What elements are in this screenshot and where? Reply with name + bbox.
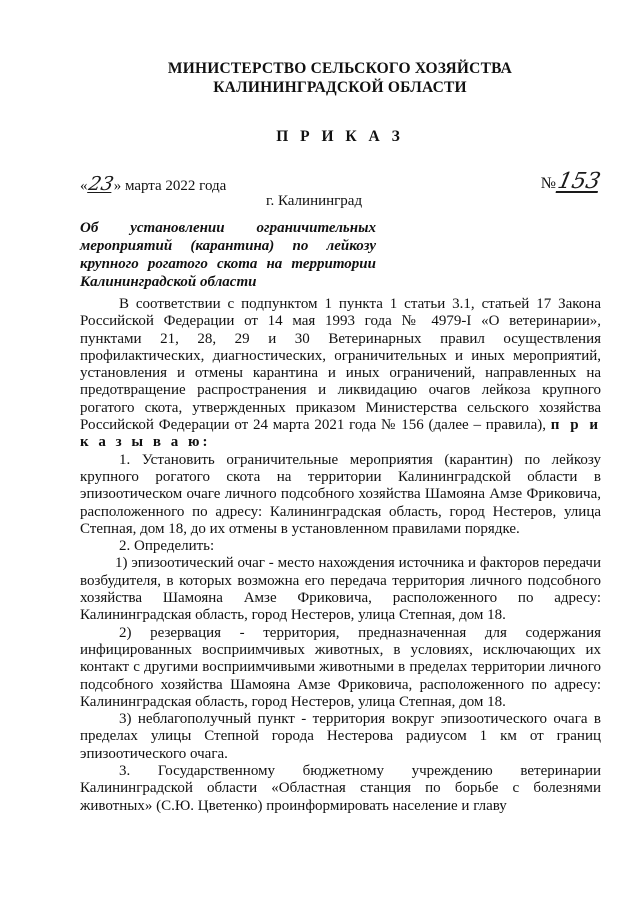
order-title: П Р И К А З bbox=[276, 128, 404, 145]
date-month-year: марта 2022 года bbox=[121, 178, 227, 194]
item-2-2-paragraph: 2) резервация - территория, предназначенная для содержания инфицированных восприимчивых животных, в условиях, исключающих их контакт с другими восприимчивыми животными в пределах территории личного подсобного хозяйства Шамояна Амзе Фриковича, расположенного по адресу: Калининградская область, город Нестеров, улица Степная, дом 18. bbox=[80, 624, 601, 710]
item-2-1-paragraph: 1) эпизоотический очаг - место нахождения источника и факторов передачи возбудителя, в которых возможна его передача территория личного подсобного хозяйства Шамояна Амзе Фриковича, расположенного по адресу: Калининградская область, город Нестеров, улица Степная, дом 18. bbox=[80, 555, 601, 624]
order-subject: Об установлении ограничительных мероприятий (карантина) по лейкозу крупного рогатого скота на территории Калининградской области bbox=[80, 220, 376, 290]
item-2-3-paragraph: 3) неблагополучный пункт - территория вокруг эпизоотического очага в пределах улицы Степной города Нестерова радиусом 1 км от границ эпизоотического очага. bbox=[80, 711, 601, 762]
item-2-paragraph: 2. Определить: bbox=[119, 538, 215, 555]
preamble-text: В соответствии с подпунктом 1 пункта 1 статьи 3.1, статьей 17 Закона Российской Федерации от 14 мая 1993 года № 4979-I «О ветеринарии», пунктами 21, 28, 29 и 30 Ветеринарных правил осуществления профилактических, диагностических, ограничительных и иных мероприятий, установления и отмены карантина и иных ограничений, направленных на предотвращение распространения и ликвидацию очагов лейкоза крупного рогатого скота, утвержденных приказом Министерства сельского хозяйства Российской Федерации от 24 марта 2021 года № 156 (далее – правила), bbox=[80, 296, 601, 434]
order-city: г. Калининград bbox=[266, 193, 363, 209]
prikazyvayu-word: п р и к а з ы в а ю: bbox=[80, 417, 601, 451]
order-number bbox=[540, 169, 603, 194]
item-3-paragraph: 3. Государственному бюджетному учреждению ветеринарии Калининградской области «Областная станция по борьбе с болезнями животных» (С.Ю. Цветенко) проинформировать население и главу bbox=[80, 763, 601, 814]
order-date bbox=[80, 173, 226, 195]
number-sign: № bbox=[540, 175, 556, 192]
ministry-heading bbox=[80, 59, 600, 97]
preamble-paragraph bbox=[80, 296, 601, 452]
date-close-quote: » bbox=[113, 178, 122, 194]
ministry-line-1: МИНИСТЕРСТВО СЕЛЬСКОГО ХОЗЯЙСТВА bbox=[167, 60, 513, 77]
item-1-paragraph: 1. Установить ограничительные мероприятия (карантин) по лейкозу крупного рогатого скота на территории Калининградской области в эпизоотическом очаге личного подсобного хозяйства Шамояна Амзе Фриковича, расположенного по адресу: Калининградская область, город Нестеров, улица Степная, дом 18, до их отмены в установленном правилами порядке. bbox=[80, 451, 601, 537]
handwritten-number: 153 bbox=[555, 169, 603, 194]
order-body bbox=[80, 296, 601, 815]
handwritten-day: 23 bbox=[86, 173, 116, 195]
ministry-line-2: КАЛИНИНГРАДСКОЙ ОБЛАСТИ bbox=[213, 79, 467, 96]
date-open-quote: « bbox=[80, 178, 88, 194]
